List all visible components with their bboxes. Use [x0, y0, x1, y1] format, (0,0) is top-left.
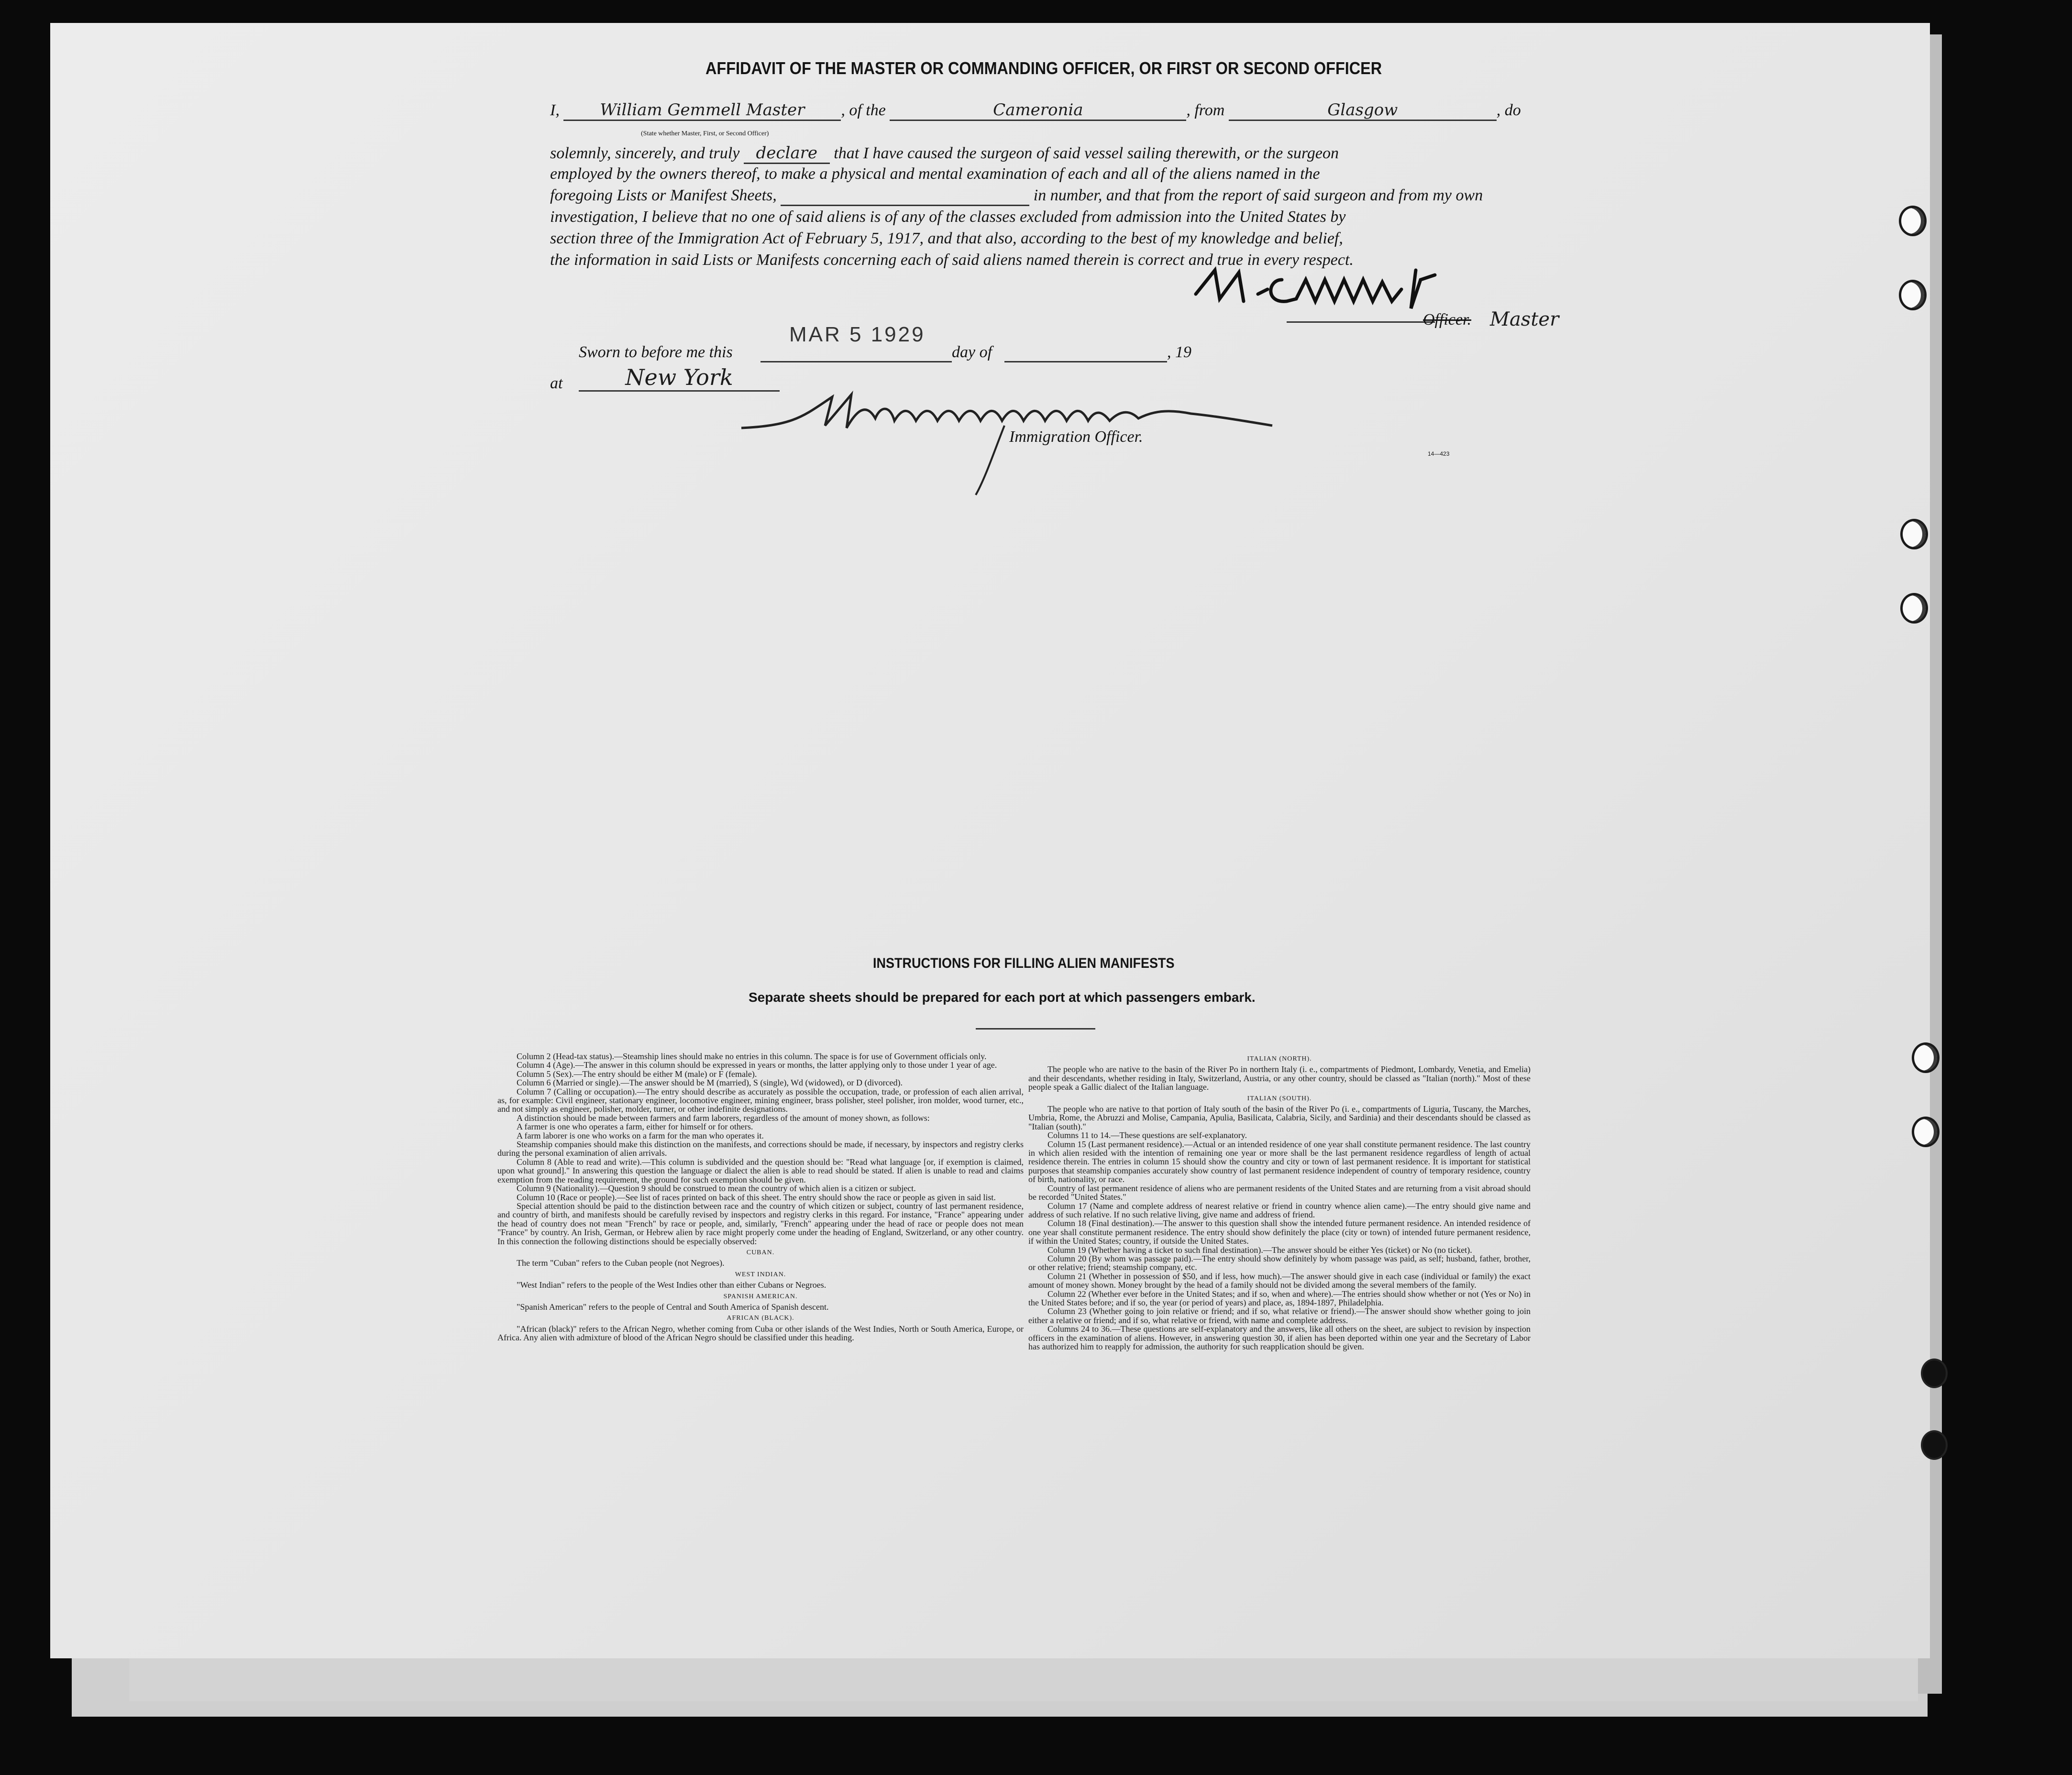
punch-hole: [1923, 1360, 1946, 1386]
form-code: 14—423: [1428, 450, 1450, 457]
sworn-day-line: [760, 361, 952, 362]
declare-handwritten: declare: [744, 143, 830, 164]
punch-hole: [1923, 1432, 1946, 1458]
date-stamp: MAR 5 1929: [789, 323, 926, 346]
punch-hole: [1903, 521, 1926, 547]
instruction-paragraph: A distinction should be made between farmers and farm laborers, regardless of the amount of money shown, as follows:: [517, 1113, 930, 1123]
instruction-paragraph: Column 2 (Head-tax status).—Steamship lines should make no entries in this column. The space is for use of Government officials only.: [517, 1052, 987, 1061]
west-indian-text: "West Indian" refers to the people of the West Indies other than either Cubans or Negroes.: [517, 1280, 827, 1290]
spanish-american-heading: SPANISH AMERICAN.: [723, 1293, 798, 1300]
affidavit-title: AFFIDAVIT OF THE MASTER OR COMMANDING OFFICER, OR FIRST OR SECOND OFFICER: [705, 58, 1382, 78]
affidavit-line-4: [550, 186, 1483, 206]
cuban-heading: CUBAN.: [746, 1249, 775, 1256]
affidavit-line-5: investigation, I believe that no one of said aliens is of any of the classes excluded from admission into the United States by: [550, 208, 1346, 226]
italian-north-heading: ITALIAN (NORTH).: [1247, 1055, 1312, 1063]
officer-label: Officer.: [1423, 311, 1472, 329]
port-handwritten: Glasgow: [1229, 100, 1497, 121]
punch-hole: [1914, 1119, 1937, 1145]
from-label: , from: [1186, 101, 1225, 119]
affidavit-text: foregoing Lists or Manifest Sheets,: [550, 186, 777, 204]
officer-signature: [1186, 261, 1454, 313]
year-label: , 19: [1167, 343, 1191, 361]
punch-hole: [1914, 1045, 1937, 1071]
punch-hole: [1903, 595, 1926, 621]
instruction-paragraph: Column 10 (Race or people).—See list of races printed on back of this sheet. The entry should show the race or people as given in said list.: [517, 1192, 996, 1202]
instruction-paragraph: Country of last permanent residence of aliens who are permanent residents of the United States and are returning from a visit abroad should be recorded "United States.": [1028, 1183, 1531, 1202]
officer-rank-handwritten: Master: [1490, 308, 1559, 330]
instruction-paragraph: Steamship companies should make this distinction on the manifests, and corrections should be made, if necessary, by inspectors and registry clerks during the personal examination of alien arrivals.: [497, 1140, 1024, 1158]
instruction-paragraph: Special attention should be paid to the distinction between race and the country of which citizen or subject, country of last permanent residence, and country of birth, and manifests should be carefully revised by inspectors and registry clerks in this regard. For instance, "France" appearing under the head of country does not mean "French" by race or people, and, similarly, "French" appearing under the head of race or people does not mean "France" by country. An Irish, German, or Hebrew alien by race might properly come under the heading of England, Switzerland, or any other country. In this connection the following distinctions should be especially observed:: [497, 1201, 1024, 1246]
day-of-label: day of: [952, 343, 992, 361]
instruction-paragraph: A farmer is one who operates a farm, either for himself or for others.: [517, 1122, 753, 1132]
affidavit-line-3: employed by the owners thereof, to make a physical and mental examination of each and all of the aliens named in the: [550, 165, 1320, 183]
bleed-through-text: [1492, 77, 1913, 210]
rank-note: (State whether Master, First, or Second Officer): [641, 130, 769, 137]
instruction-paragraph: Column 6 (Married or single).—The answer should be M (married), S (single), Wd (widowed), or D (divorced).: [517, 1078, 903, 1088]
instructions-title: INSTRUCTIONS FOR FILLING ALIEN MANIFESTS: [873, 955, 1175, 971]
officer-signature-line: [1287, 321, 1435, 323]
sworn-label: Sworn to before me this: [579, 343, 733, 361]
italian-south-heading: ITALIAN (SOUTH).: [1247, 1095, 1312, 1102]
instruction-paragraph: Column 23 (Whether going to join relative or friend; and if so, what relative or friend).—The answer should show whether going to join either a relative or friend; and if so, what relative or friend, with name and complete address.: [1028, 1306, 1531, 1325]
instruction-paragraph: The people who are native to that portion of Italy south of the basin of the River Po (i. e., compartments of Liguria, Tuscany, the Marches, Umbria, Rome, the Abruzzi and Molise, Campania, Apulia, Basilicata, Calabria, Sicily, and Sardinia) and their descendants should be classed as "Italian (south).": [1028, 1104, 1531, 1131]
instruction-paragraph: Column 20 (By whom was passage paid).—The entry should show definitely by whom passage was paid, as self; husband, father, brother, or other relative; friend; steamship company, etc.: [1028, 1253, 1531, 1272]
affidavit-line-7: the information in said Lists or Manifests concerning each of said aliens named therein is correct and true in every respect.: [550, 251, 1354, 269]
at-label: at: [550, 374, 563, 392]
instructions-subtitle: Separate sheets should be prepared for each port at which passengers embark.: [749, 990, 1256, 1005]
vessel-name-handwritten: Cameronia: [890, 100, 1186, 121]
instructions-left-column: [497, 1052, 1024, 1342]
spanish-american-text: "Spanish American" refers to the people of Central and South America of Spanish descent.: [517, 1302, 829, 1312]
instruction-paragraph: Column 22 (Whether ever before in the United States; and if so, when and where).—The entries should show whether or not (Yes or No) in the United States before; and if so, the year (or period of years) and place, as, 1894-1897, Philadelphia.: [1028, 1289, 1531, 1307]
instruction-paragraph: Column 17 (Name and complete address of nearest relative or friend in country whence alien came).—The entry should give name and address of such relative. If no such relative living, give name and address of friend.: [1028, 1201, 1531, 1219]
italian-north-text: The people who are native to the basin of the River Po in northern Italy (i. e., compartments of Piedmont, Lombardy, Venetia, and Emelia) and their descendants, whether residing in Italy, Switzerland, Austria, or any other country, should be classed as "Italian (north)." Most of these people speak a Gallic dialect of the Italian language.: [1028, 1064, 1531, 1092]
west-indian-heading: WEST INDIAN.: [735, 1271, 786, 1278]
instruction-paragraph: Column 21 (Whether in possession of $50, and if less, how much).—The answer should give in each case (individual or family) the exact amount of money shown. Money brought by the head of a family should not be divided among the several members of the family.: [1028, 1271, 1531, 1290]
immigration-officer-label: Immigration Officer.: [1009, 428, 1143, 446]
instruction-paragraph: Column 4 (Age).—The answer in this column should be expressed in years or months, the latter applying only to those under 1 year of age.: [517, 1060, 997, 1070]
number-blank: [781, 186, 1029, 206]
african-text: "African (black)" refers to the African Negro, whether coming from Cuba or other islands of the West Indies, North or South America, Europe, or Africa. Any alien with admixture of blood of the African Negro should be classified under this heading.: [497, 1324, 1024, 1343]
affidavit-i: I,: [550, 101, 560, 119]
instruction-paragraph: Columns 11 to 14.—These questions are self-explanatory.: [1047, 1130, 1247, 1140]
punch-hole: [1901, 282, 1924, 308]
punch-hole: [1901, 208, 1924, 234]
bottom-sheet-edge: [129, 1658, 1918, 1701]
of-the-label: , of the: [841, 101, 886, 119]
instruction-paragraph: Column 7 (Calling or occupation).—The entry should describe as accurately as possible the occupation, trade, or profession of each alien arrival, as, for example: Civil engineer, stationary engineer, locomotive engineer, mining engineer, brass polisher, steel polisher, iron molder, wood turner, etc., and not simply as engineer, polisher, molder, turner, or other indefinite designations.: [497, 1086, 1024, 1114]
affidavit-line-1: [550, 100, 1521, 121]
instruction-paragraph: Columns 24 to 36.—These questions are self-explanatory and the answers, like all others on the sheet, are subject to revision by inspection officers in the examination of aliens. However, in answering question 30, if alien has been deported within one year and the Secretary of Labor has authorized him to reapply for admission, the authority for such reapplication should be given.: [1028, 1324, 1531, 1351]
do-label: , do: [1496, 101, 1521, 119]
affidavit-line-6: section three of the Immigration Act of February 5, 1917, and that also, according to the best of my knowledge and belief,: [550, 230, 1343, 247]
affidavit-line-2: [550, 143, 1483, 164]
affidavit-text: in number, and that from the report of said surgeon and from my own: [1033, 186, 1483, 204]
instruction-paragraph: A farm laborer is one who works on a farm for the man who operates it.: [517, 1130, 764, 1140]
instruction-paragraph: Column 19 (Whether having a ticket to such final destination).—The answer should be either Yes (ticket) or No (no ticket).: [1047, 1245, 1472, 1255]
affidavit-text: solemnly, sincerely, and truly: [550, 144, 740, 162]
affidavit-text: that I have caused the surgeon of said vessel sailing therewith, or the surgeon: [834, 144, 1339, 162]
instruction-paragraph: Column 15 (Last permanent residence).—Actual or an intended residence of one year shall constitute permanent residence. The last country in which alien resided with the intention of remaining one year or more shall be the last permanent residence regardless of length of actual residence therein. The entries in column 15 should show the country and city or town of last permanent residence. It is important for statistical purposes that steamship companies accurately show country of last permanent residence independent of country of temporary residence, country of birth, nationality, or race.: [1028, 1139, 1531, 1184]
instruction-paragraph: Column 8 (Able to read and write).—This column is subdivided and the question should be: "Read what language [or, if exemption is claimed, upon what ground]." In answering this question the language or dialect the alien is able to read should be stated. If alien is unable to read and claims exemption from the reading requirement, the ground for such exemption should be given.: [497, 1157, 1024, 1184]
sworn-month-line: [1004, 361, 1167, 362]
instruction-paragraph: Column 5 (Sex).—The entry should be either M (male) or F (female).: [517, 1069, 757, 1079]
officer-name-handwritten: William Gemmell Master: [563, 100, 841, 121]
instruction-paragraph: Column 18 (Final destination).—The answer to this question shall show the intended future permanent residence. An intended residence of one year shall constitute permanent residence. The entry should show definitely the place (city or town) of intended future permanent residence, if within the United States; country, if outside the United States.: [1028, 1218, 1531, 1246]
instructions-right-column: [1028, 1052, 1531, 1351]
instructions-divider: [976, 1028, 1095, 1030]
african-heading: AFRICAN (BLACK).: [727, 1315, 794, 1322]
instruction-paragraph: Column 9 (Nationality).—Question 9 should be construed to mean the country of which alien is a citizen or subject.: [517, 1183, 916, 1194]
place-handwritten: New York: [579, 364, 780, 392]
cuban-text: The term "Cuban" refers to the Cuban people (not Negroes).: [517, 1258, 725, 1268]
